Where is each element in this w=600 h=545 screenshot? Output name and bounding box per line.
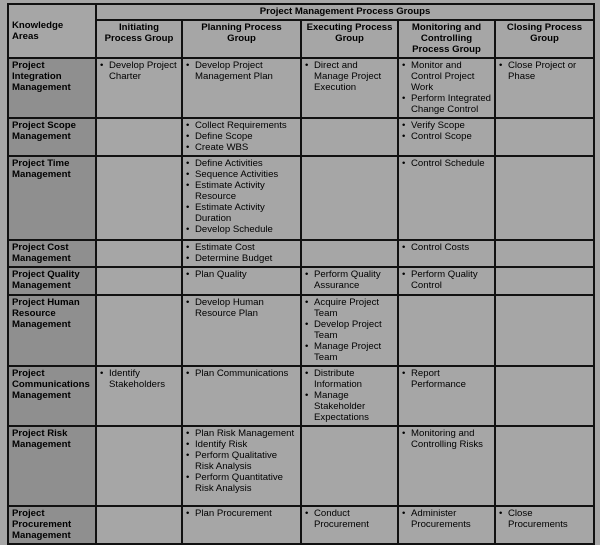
process-list-item: • Develop Project Management Plan	[186, 60, 297, 82]
process-cell-planning	[182, 58, 301, 118]
process-cell-initiating	[96, 240, 182, 267]
process-list-item: • Direct and Manage Project Execution	[305, 60, 394, 93]
process-cell-monitoring	[398, 267, 495, 295]
process-cell-initiating	[96, 366, 182, 426]
process-list-item: • Create WBS	[186, 142, 297, 153]
process-list-item: • Define Scope	[186, 131, 297, 142]
process-list	[402, 120, 491, 142]
column-header-closing: Closing Process Group	[495, 20, 594, 58]
process-cell-planning	[182, 267, 301, 295]
table-row	[8, 58, 594, 118]
process-list-item: • Estimate Activity Duration	[186, 202, 297, 224]
column-header-monitoring: Monitoring and Controlling Process Group	[398, 20, 495, 58]
process-cell-executing	[301, 267, 398, 295]
process-list	[305, 508, 394, 530]
process-list	[186, 428, 297, 494]
process-list-item: • Perform Quality Control	[402, 269, 491, 291]
process-cell-planning	[182, 366, 301, 426]
process-list	[402, 158, 491, 169]
table-row	[8, 295, 594, 366]
process-list	[402, 428, 491, 450]
process-list-item: • Define Activities	[186, 158, 297, 169]
table-header-row-top	[8, 4, 594, 20]
process-list-item: • Perform Qualitative Risk Analysis	[186, 450, 297, 472]
process-list-item: • Monitor and Control Project Work	[402, 60, 491, 93]
knowledge-areas-header: Knowledge Areas	[8, 4, 96, 58]
process-list-item: • Control Costs	[402, 242, 491, 253]
process-groups-table-wrapper	[7, 3, 595, 545]
column-header-initiating: Initiating Process Group	[96, 20, 182, 58]
process-cell-executing	[301, 118, 398, 156]
process-list-item: • Close Procurements	[499, 508, 590, 530]
process-cell-executing	[301, 156, 398, 240]
process-cell-monitoring	[398, 506, 495, 544]
process-list-item: • Sequence Activities	[186, 169, 297, 180]
process-cell-executing	[301, 366, 398, 426]
process-list	[186, 60, 297, 82]
process-cell-monitoring	[398, 156, 495, 240]
table-row	[8, 118, 594, 156]
process-list-item: • Develop Schedule	[186, 224, 297, 235]
process-list-item: • Control Schedule	[402, 158, 491, 169]
process-list	[499, 60, 590, 82]
process-cell-closing	[495, 58, 594, 118]
process-list	[100, 368, 178, 390]
process-list	[100, 60, 178, 82]
knowledge-area-cell: Project Cost Management	[8, 240, 96, 267]
process-list	[305, 368, 394, 423]
process-list-item: • Perform Integrated Change Control	[402, 93, 491, 115]
process-cell-planning	[182, 506, 301, 544]
process-cell-initiating	[96, 118, 182, 156]
process-cell-planning	[182, 426, 301, 506]
process-cell-closing	[495, 240, 594, 267]
process-cell-closing	[495, 506, 594, 544]
table-row	[8, 366, 594, 426]
process-list-item: • Manage Project Team	[305, 341, 394, 363]
process-groups-table	[7, 3, 595, 545]
process-list-item: • Plan Risk Management	[186, 428, 297, 439]
table-row	[8, 267, 594, 295]
process-list-item: • Plan Procurement	[186, 508, 297, 519]
process-list-item: • Plan Communications	[186, 368, 297, 379]
process-list	[186, 120, 297, 153]
process-list-item: • Develop Project Charter	[100, 60, 178, 82]
process-list	[402, 368, 491, 390]
process-list	[305, 60, 394, 93]
process-list	[305, 269, 394, 291]
process-list	[186, 158, 297, 235]
process-list	[402, 269, 491, 291]
process-list	[305, 297, 394, 363]
knowledge-area-cell: Project Procurement Management	[8, 506, 96, 544]
process-list-item: • Conduct Procurement	[305, 508, 394, 530]
process-cell-initiating	[96, 506, 182, 544]
knowledge-area-cell: Project Time Management	[8, 156, 96, 240]
knowledge-area-cell: Project Risk Management	[8, 426, 96, 506]
process-cell-closing	[495, 366, 594, 426]
process-cell-executing	[301, 58, 398, 118]
process-list	[186, 368, 297, 379]
process-list	[186, 242, 297, 264]
process-cell-monitoring	[398, 366, 495, 426]
process-cell-monitoring	[398, 118, 495, 156]
process-list	[499, 508, 590, 530]
process-list-item: • Estimate Activity Resource	[186, 180, 297, 202]
process-cell-monitoring	[398, 426, 495, 506]
process-cell-monitoring	[398, 240, 495, 267]
process-list	[402, 508, 491, 530]
process-list-item: • Perform Quantitative Risk Analysis	[186, 472, 297, 494]
process-list-item: • Plan Quality	[186, 269, 297, 280]
process-list-item: • Collect Requirements	[186, 120, 297, 131]
process-list-item: • Administer Procurements	[402, 508, 491, 530]
process-list	[402, 60, 491, 115]
process-cell-closing	[495, 267, 594, 295]
process-cell-closing	[495, 156, 594, 240]
process-cell-planning	[182, 240, 301, 267]
process-cell-initiating	[96, 426, 182, 506]
knowledge-area-cell: Project Communications Management	[8, 366, 96, 426]
process-list-item: • Monitoring and Controlling Risks	[402, 428, 491, 450]
process-cell-executing	[301, 506, 398, 544]
process-groups-header: Project Management Process Groups	[96, 4, 594, 20]
process-cell-executing	[301, 426, 398, 506]
process-cell-initiating	[96, 267, 182, 295]
knowledge-area-cell: Project Scope Management	[8, 118, 96, 156]
process-cell-executing	[301, 240, 398, 267]
process-list-item: • Develop Human Resource Plan	[186, 297, 297, 319]
process-cell-closing	[495, 118, 594, 156]
table-header-row-columns	[8, 20, 594, 58]
process-list-item: • Develop Project Team	[305, 319, 394, 341]
table-row	[8, 240, 594, 267]
process-cell-closing	[495, 426, 594, 506]
knowledge-area-cell: Project Human Resource Management	[8, 295, 96, 366]
process-list-item: • Manage Stakeholder Expectations	[305, 390, 394, 423]
knowledge-area-cell: Project Integration Management	[8, 58, 96, 118]
process-list-item: • Identify Stakeholders	[100, 368, 178, 390]
table-row	[8, 156, 594, 240]
process-cell-closing	[495, 295, 594, 366]
process-list-item: • Distribute Information	[305, 368, 394, 390]
process-cell-initiating	[96, 156, 182, 240]
column-header-planning: Planning Process Group	[182, 20, 301, 58]
process-cell-executing	[301, 295, 398, 366]
process-list-item: • Control Scope	[402, 131, 491, 142]
table-body	[8, 58, 594, 544]
table-row	[8, 426, 594, 506]
process-list-item: • Determine Budget	[186, 253, 297, 264]
process-list	[186, 297, 297, 319]
process-cell-monitoring	[398, 295, 495, 366]
process-list-item: • Verify Scope	[402, 120, 491, 131]
process-cell-initiating	[96, 58, 182, 118]
column-header-executing: Executing Process Group	[301, 20, 398, 58]
process-cell-monitoring	[398, 58, 495, 118]
knowledge-area-cell: Project Quality Management	[8, 267, 96, 295]
process-cell-planning	[182, 295, 301, 366]
process-list-item: • Identify Risk	[186, 439, 297, 450]
process-list-item: • Estimate Cost	[186, 242, 297, 253]
process-list-item: • Perform Quality Assurance	[305, 269, 394, 291]
process-list-item: • Report Performance	[402, 368, 491, 390]
process-cell-planning	[182, 118, 301, 156]
process-cell-initiating	[96, 295, 182, 366]
process-list	[186, 508, 297, 519]
table-row	[8, 506, 594, 544]
process-cell-planning	[182, 156, 301, 240]
process-list-item: • Close Project or Phase	[499, 60, 590, 82]
process-list	[186, 269, 297, 280]
process-list	[402, 242, 491, 253]
process-list-item: • Acquire Project Team	[305, 297, 394, 319]
